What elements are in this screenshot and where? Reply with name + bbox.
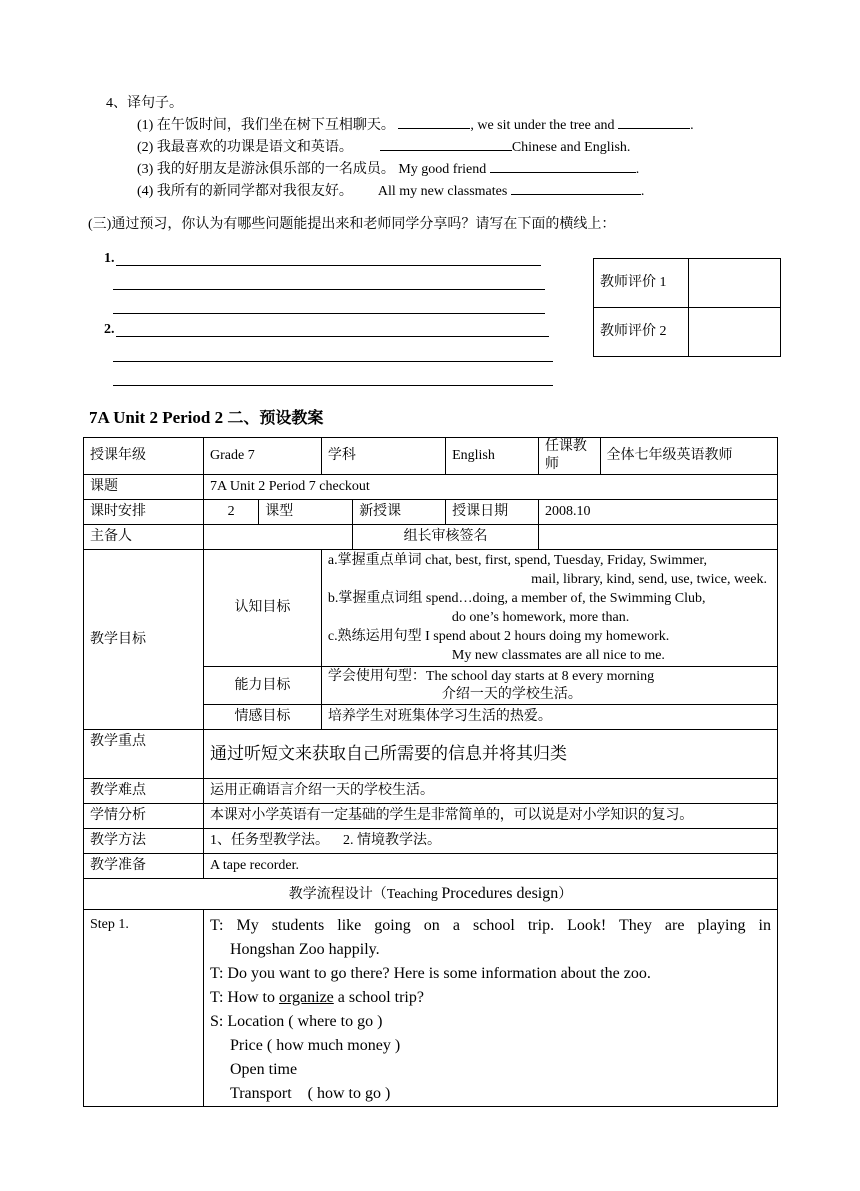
teacher-value: 全体七年级英语教师 (600, 438, 778, 475)
translate-item-4 (137, 180, 644, 200)
preparer-value[interactable] (204, 525, 353, 550)
type-value: 新授课 (353, 500, 446, 525)
step-line: Hongshan Zoo happily. (230, 941, 380, 958)
answer-blank[interactable] (511, 182, 641, 195)
answer-line[interactable] (116, 265, 541, 266)
item-num: (1) (137, 118, 154, 133)
flow-title-en2: Procedures design (441, 884, 559, 902)
plan-heading (89, 405, 323, 428)
answer-blank[interactable] (618, 116, 690, 129)
step-line (210, 986, 771, 1010)
question-1-label: 1. (104, 251, 115, 266)
cognitive-line: My new classmates are all nice to me. (451, 648, 665, 663)
answer-blank[interactable] (490, 160, 636, 173)
item-end: . (640, 184, 645, 199)
type-label: 课型 (259, 500, 353, 525)
step-text: a school trip? (337, 989, 424, 1006)
item-en: My good friend (398, 162, 487, 177)
subject-value: English (446, 438, 539, 475)
eval-label-1: 教师评价 1 (594, 259, 689, 308)
hours-label: 课时安排 (84, 500, 204, 525)
eval-cell-1[interactable] (689, 259, 781, 308)
step-line: Transport ( how to go ) (230, 1085, 391, 1102)
emotion-value: 培养学生对班集体学习生活的热爱。 (321, 705, 777, 730)
item-end: . (690, 118, 694, 133)
item-num: (2) (137, 140, 154, 155)
date-label: 授课日期 (446, 500, 539, 525)
review-label: 组长审核签名 (353, 525, 539, 550)
step-line: T: Do you want to go there? Here is some information about the zoo. (210, 965, 651, 982)
difficulty-label: 教学难点 (84, 779, 204, 804)
step-underlined-word: organize (278, 989, 334, 1006)
answer-blank[interactable] (398, 116, 470, 129)
lesson-plan-table (83, 437, 778, 1107)
flow-title-end: ） (558, 886, 573, 902)
cognitive-line: b.掌握重点词组 spend…doing, a member of, the Swimming Club, (327, 591, 706, 606)
grade-value: Grade 7 (204, 438, 322, 475)
item-zh: 我的好朋友是游泳俱乐部的一名成员。 (156, 162, 395, 177)
translate-item-2 (137, 136, 630, 156)
topic-value: 7A Unit 2 Period 7 checkout (204, 475, 778, 500)
translate-item-1 (137, 114, 694, 134)
hours-value: 2 (204, 500, 259, 525)
flow-title (84, 879, 778, 910)
plan-heading-en: 7A Unit 2 Period 2 (89, 408, 224, 427)
cognitive-label: 认知目标 (204, 550, 322, 667)
method-value: 1、任务型教学法。 2. 情境教学法。 (204, 829, 778, 854)
item-en: , we sit under the tree and (470, 118, 615, 133)
prep-value: A tape recorder. (204, 854, 778, 879)
step-label: Step 1. (84, 910, 204, 1107)
prep-label: 教学准备 (84, 854, 204, 879)
cognitive-line: mail, library, kind, send, use, twice, week. (531, 572, 767, 587)
step-line: Open time (230, 1061, 298, 1078)
flow-title-en1: Teaching (386, 886, 438, 902)
item-end: . (635, 162, 640, 177)
step-line: S: Location ( where to go ) (210, 1013, 383, 1030)
difficulty-value: 运用正确语言介绍一天的学校生活。 (204, 779, 778, 804)
step-line: Price ( how much money ) (230, 1037, 401, 1054)
emotion-label: 情感目标 (204, 705, 322, 730)
review-value[interactable] (538, 525, 777, 550)
preparer-label: 主备人 (84, 525, 204, 550)
section3-prompt: (三)通过预习，你认为有哪些问题能提出来和老师同学分享吗？请写在下面的横线上： (88, 217, 616, 232)
ability-line: 介绍一天的学校生活。 (441, 686, 582, 702)
answer-line[interactable] (113, 313, 545, 314)
section4-heading: 4、译句子。 (106, 96, 183, 111)
cognitive-line: a.掌握重点单词 chat, best, first, spend, Tuesday, Friday, Swimmer, (327, 553, 707, 568)
analysis-label: 学情分析 (84, 804, 204, 829)
step-text: T: How to (210, 989, 275, 1006)
item-num: (3) (137, 162, 154, 177)
answer-line[interactable] (113, 289, 545, 290)
ability-label: 能力目标 (204, 667, 322, 705)
answer-line[interactable] (116, 336, 549, 337)
cognitive-line: do one’s homework, more than. (451, 610, 630, 625)
focus-value: 通过听短文来获取自己所需要的信息并将其归类 (204, 730, 778, 779)
step-line: T: My students like going on a school trip. Look! They are playing in (210, 917, 771, 934)
objectives-label: 教学目标 (84, 550, 204, 730)
topic-label: 课题 (84, 475, 204, 500)
focus-label: 教学重点 (84, 730, 204, 779)
teacher-eval-table (593, 258, 781, 357)
plan-heading-zh: 二、预设教案 (227, 408, 324, 427)
question-2-label: 2. (104, 322, 115, 337)
answer-line[interactable] (113, 385, 553, 386)
item-en: All my new classmates (377, 184, 508, 199)
teacher-label: 任课教师 (538, 438, 600, 475)
step-content (204, 910, 778, 1107)
eval-cell-2[interactable] (689, 308, 781, 357)
date-value: 2008.10 (538, 500, 777, 525)
answer-line[interactable] (113, 361, 553, 362)
flow-title-zh: 教学流程设计（ (288, 886, 387, 902)
ability-line: 学会使用句型：The school day starts at 8 every morning (327, 668, 655, 684)
answer-blank[interactable] (380, 138, 512, 151)
item-zh: 在午饭时间，我们坐在树下互相聊天。 (156, 118, 395, 133)
subject-label: 学科 (321, 438, 445, 475)
cognitive-content (321, 550, 777, 667)
analysis-value: 本课对小学英语有一定基础的学生是非常简单的，可以说是对小学知识的复习。 (204, 804, 778, 829)
grade-label: 授课年级 (84, 438, 204, 475)
cognitive-line: c.熟练运用句型 I spend about 2 hours doing my homework. (327, 629, 670, 644)
eval-label-2: 教师评价 2 (594, 308, 689, 357)
item-zh: 我所有的新同学都对我很友好。 (156, 184, 353, 199)
ability-content (321, 667, 777, 705)
method-label: 教学方法 (84, 829, 204, 854)
translate-item-3 (137, 158, 639, 178)
item-zh: 我最喜欢的功课是语文和英语。 (156, 140, 353, 155)
item-num: (4) (137, 184, 154, 199)
item-en: Chinese and English. (511, 140, 631, 155)
